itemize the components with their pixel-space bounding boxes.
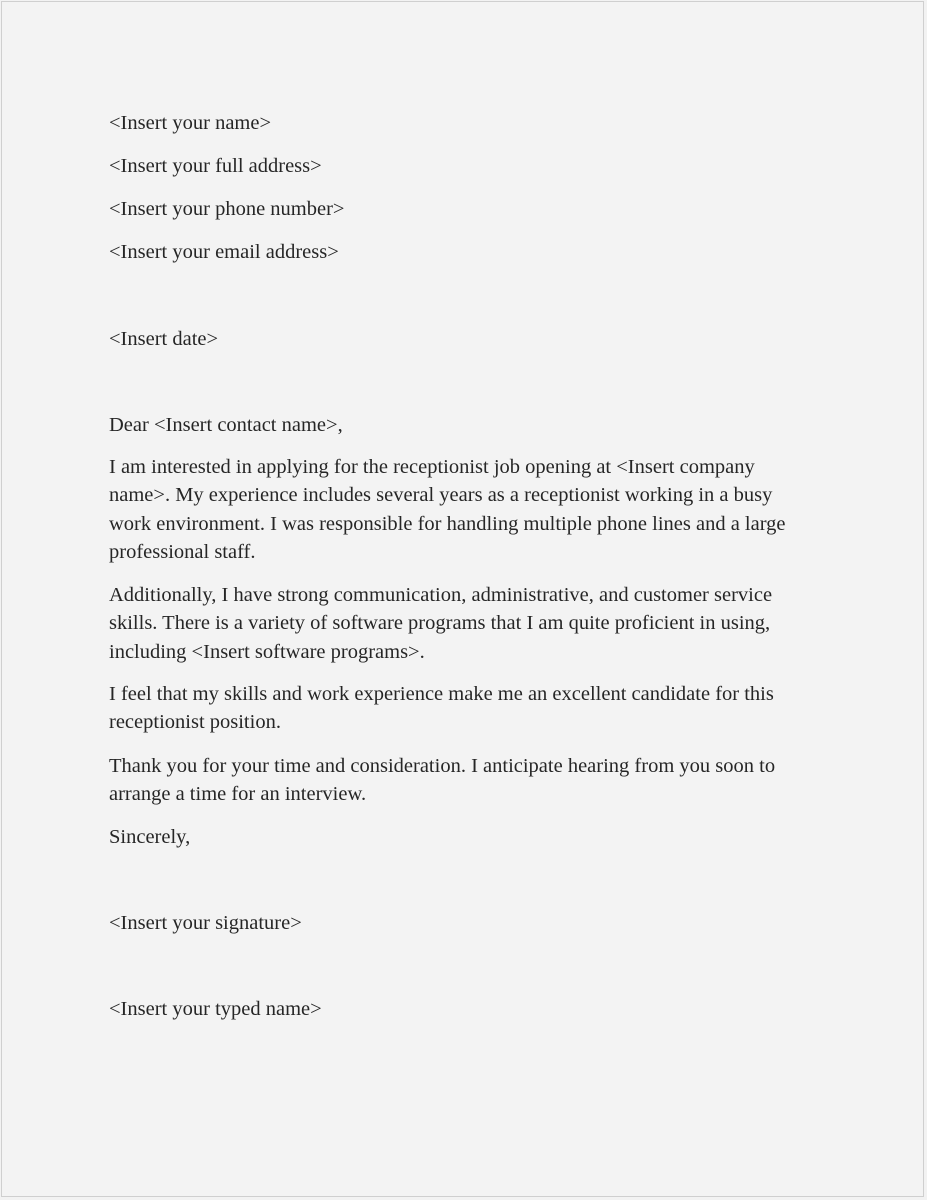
paragraph-line: Additionally, I have strong communication, administrative, and customer service: [109, 584, 773, 606]
paragraph-line: I feel that my skills and work experience make me an excellent candidate for this: [109, 683, 774, 705]
paragraph-line: professional staff.: [109, 540, 256, 563]
paragraph-intro: [109, 453, 824, 566]
paragraph-line: name>. My experience includes several years as a receptionist working in a busy: [109, 484, 773, 507]
paragraph-line: arrange a time for an interview.: [109, 783, 367, 806]
typed-name: <Insert your typed name>: [109, 998, 322, 1020]
closing: Sincerely,: [109, 826, 191, 848]
paragraph-candidate: [109, 680, 824, 737]
paragraph-line: including <Insert software programs>.: [109, 640, 425, 663]
paragraph-line: I am interested in applying for the receptionist job opening at <Insert company: [109, 456, 755, 478]
signature-placeholder: <Insert your signature>: [109, 912, 302, 934]
sender-address: <Insert your full address>: [109, 155, 322, 177]
salutation: Dear <Insert contact name>,: [109, 414, 343, 436]
sender-phone: <Insert your phone number>: [109, 198, 345, 220]
sender-email: <Insert your email address>: [109, 241, 339, 263]
paragraph-line: skills. There is a variety of software programs that I am quite proficient in using,: [109, 612, 771, 635]
paragraph-line: Thank you for your time and consideration. I anticipate hearing from you soon to: [109, 755, 776, 777]
sender-name: <Insert your name>: [109, 112, 272, 134]
paragraph-thanks: [109, 752, 824, 809]
paragraph-line: work environment. I was responsible for handling multiple phone lines and a large: [109, 512, 786, 535]
letter-date: <Insert date>: [109, 328, 219, 350]
paragraph-line: receptionist position.: [109, 711, 281, 734]
paragraph-skills: [109, 581, 824, 666]
